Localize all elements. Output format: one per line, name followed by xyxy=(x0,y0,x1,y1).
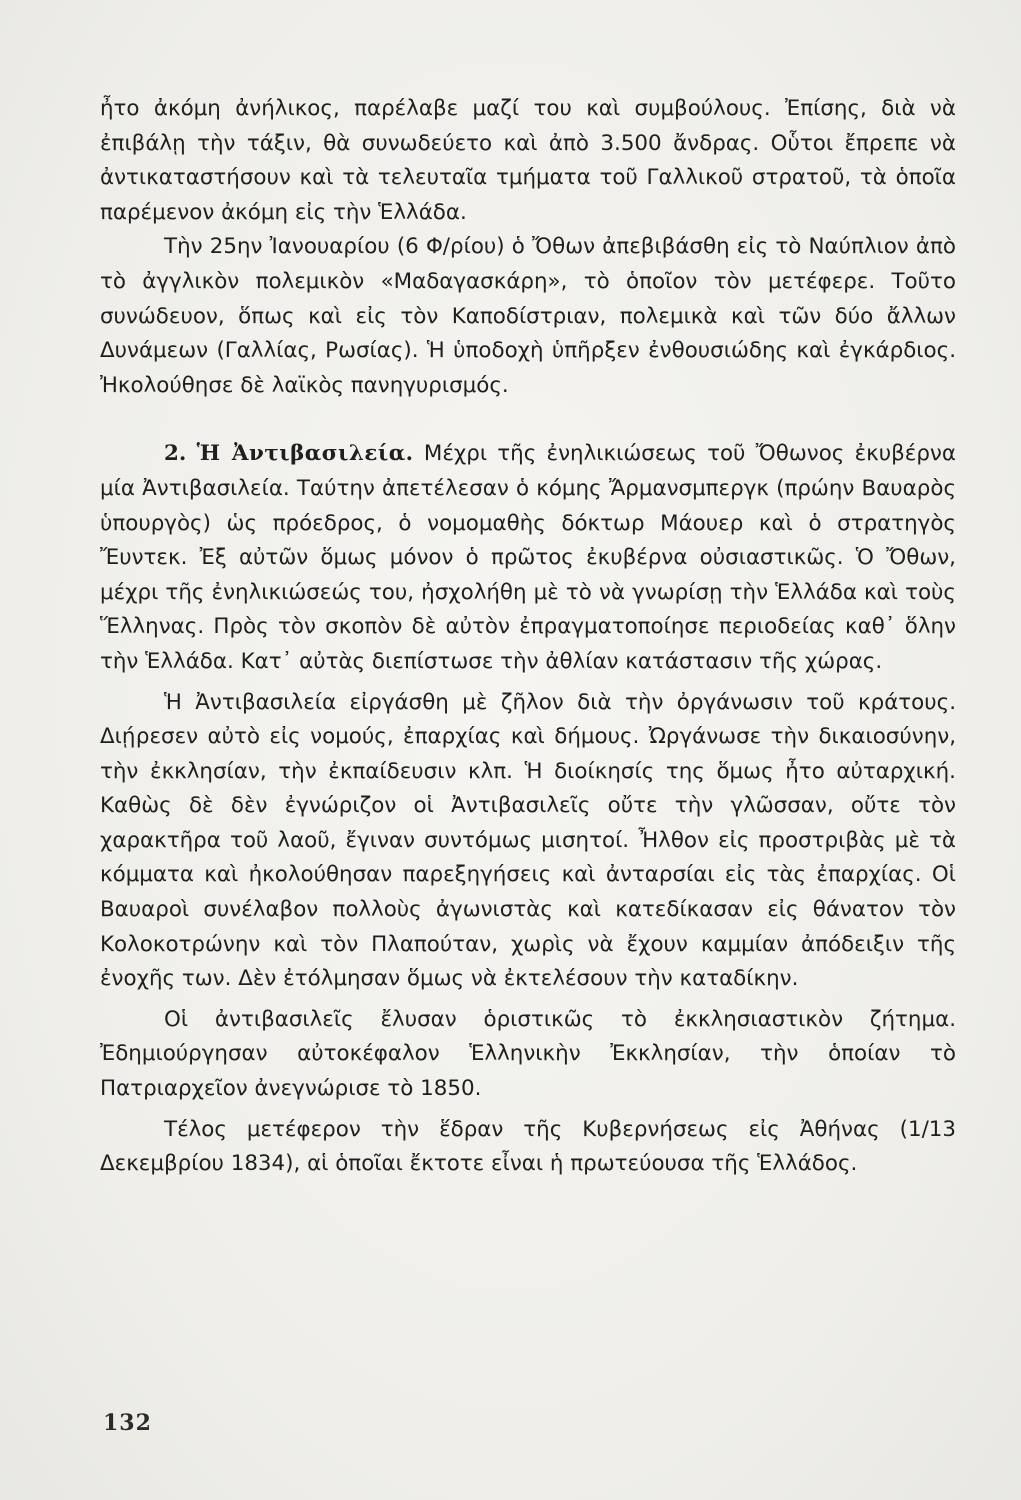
section-intro-text: Μέχρι τῆς ἐνηλικιώσεως τοῦ Ὄθωνος ἐκυβέρνα μία Ἀντιβασιλεία. Ταύτην ἀπετέλεσαν ὁ κόμης Ἄρμανσμπεργκ (πρώην Βαυαρὸς ὑπουργὸς) ὡς πρόεδρος, ὁ νομομαθὴς δόκτωρ Μάουερ καὶ ὁ στρατηγὸς Ἔυντεκ. Ἐξ αὐτῶν ὅμως μόνον ὁ πρῶτος ἐκυβέρνα οὐσιαστικῶς. Ὁ Ὄθων, μέχρι τῆς ἐνηλικιώσεώς του, ἠσχολήθη μὲ τὸ νὰ γνωρίσῃ τὴν Ἑλλάδα καὶ τοὺς Ἕλληνας. Πρὸς τὸν σκοπὸν δὲ αὐτὸν ἐπραγματοποίησε περιοδείας καθ᾽ ὅλην τὴν Ἑλλάδα. Κατ᾽ αὐτὰς διεπίστωσε τὴν ἀθλίαν κατάστασιν τῆς χώρας. xyxy=(100,441,956,674)
paragraph-church-question: Οἱ ἀντιβασιλεῖς ἔλυσαν ὁριστικῶς τὸ ἐκκλησιαστικὸν ζήτημα. Ἐδημιούργησαν αὐτοκέφαλον Ἑλληνικὴν Ἐκκλησίαν, τὴν ὁποίαν τὸ Πατριαρχεῖον ἀνεγνώρισε τὸ 1850. xyxy=(100,1006,956,1102)
paragraph-capital-move: Τέλος μετέφερον τὴν ἕδραν τῆς Κυβερνήσεως εἰς Ἀθήνας (1/13 Δεκεμβρίου 1834), αἱ ὁποῖαι ἔκτοτε εἶναι ἡ πρωτεύουσα τῆς Ἑλλάδος. xyxy=(100,1116,956,1177)
section-regency xyxy=(100,437,956,679)
section-number: 2. xyxy=(164,441,187,467)
section-title: Ἡ Ἀντιβασιλεία. xyxy=(196,441,414,467)
paragraph-regency-organization: Ἡ Ἀντιβασιλεία εἰργάσθη μὲ ζῆλον διὰ τὴν ὀργάνωσιν τοῦ κράτους. Διῄρεσεν αὐτὸ εἰς νομούς, ἐπαρχίας καὶ δήμους. Ὠργάνωσε τὴν δικαιοσύνην, τὴν ἐκκλησίαν, τὴν ἐκπαίδευσιν κλπ. Ἡ διοίκησίς της ὅμως ἦτο αὐταρχική. Καθὼς δὲ δὲν ἐγνώριζον οἱ Ἀντιβασιλεῖς οὔτε τὴν γλῶσσαν, οὔτε τὸν χαρακτῆρα τοῦ λαοῦ, ἔγιναν συντόμως μισητοί. Ἦλθον εἰς προστριβὰς μὲ τὰ κόμματα καὶ ἠκολούθησαν παρεξηγήσεις καὶ ἀνταρσίαι εἰς τὰς ἐπαρχίας. Οἱ Βαυαροὶ συνέλαβον πολλοὺς ἀγωνιστὰς καὶ κατεδίκασαν εἰς θάνατον τὸν Κολοκοτρώνην καὶ τὸν Πλαπούταν, χωρὶς νὰ ἔχουν καμμίαν ἀπόδειξιν τῆς ἐνοχῆς των. Δὲν ἐτόλμησαν ὅμως νὰ ἐκτελέσουν τὴν καταδίκην. xyxy=(100,689,956,992)
paragraph-othon-arrival: Τὴν 25ην Ἰανουαρίου (6 Φ/ρίου) ὁ Ὄθων ἀπεβιβάσθη εἰς τὸ Ναύπλιον ἀπὸ τὸ ἀγγλικὸν πολεμικὸν «Μαδαγασκάρη», τὸ ὁποῖον τὸν μετέφερε. Τοῦτο συνώδευον, ὅπως καὶ εἰς τὸν Καποδίστριαν, πολεμικὰ καὶ τῶν δύο ἄλλων Δυνάμεων (Γαλλίας, Ρωσίας). Ἡ ὑποδοχὴ ὑπῆρξεν ἐνθουσιώδης καὶ ἐγκάρδιος. Ἠκολούθησε δὲ λαϊκὸς πανηγυρισμός. xyxy=(100,234,956,398)
page-number: 132 xyxy=(103,1410,152,1436)
paragraph-continuation: ἦτο ἀκόμη ἀνήλικος, παρέλαβε μαζί του καὶ συμβούλους. Ἐπίσης, διὰ νὰ ἐπιβάλῃ τὴν τάξιν, θὰ συνωδεύετο καὶ ἀπὸ 3.500 ἄνδρας. Οὗτοι ἔπρεπε νὰ ἀντικαταστήσουν καὶ τὰ τελευταῖα τμήματα τοῦ Γαλλικοῦ στρατοῦ, τὰ ὁποῖα παρέμενον ἀκόμη εἰς τὴν Ἑλλάδα. xyxy=(100,96,956,225)
body-text xyxy=(100,92,956,1182)
